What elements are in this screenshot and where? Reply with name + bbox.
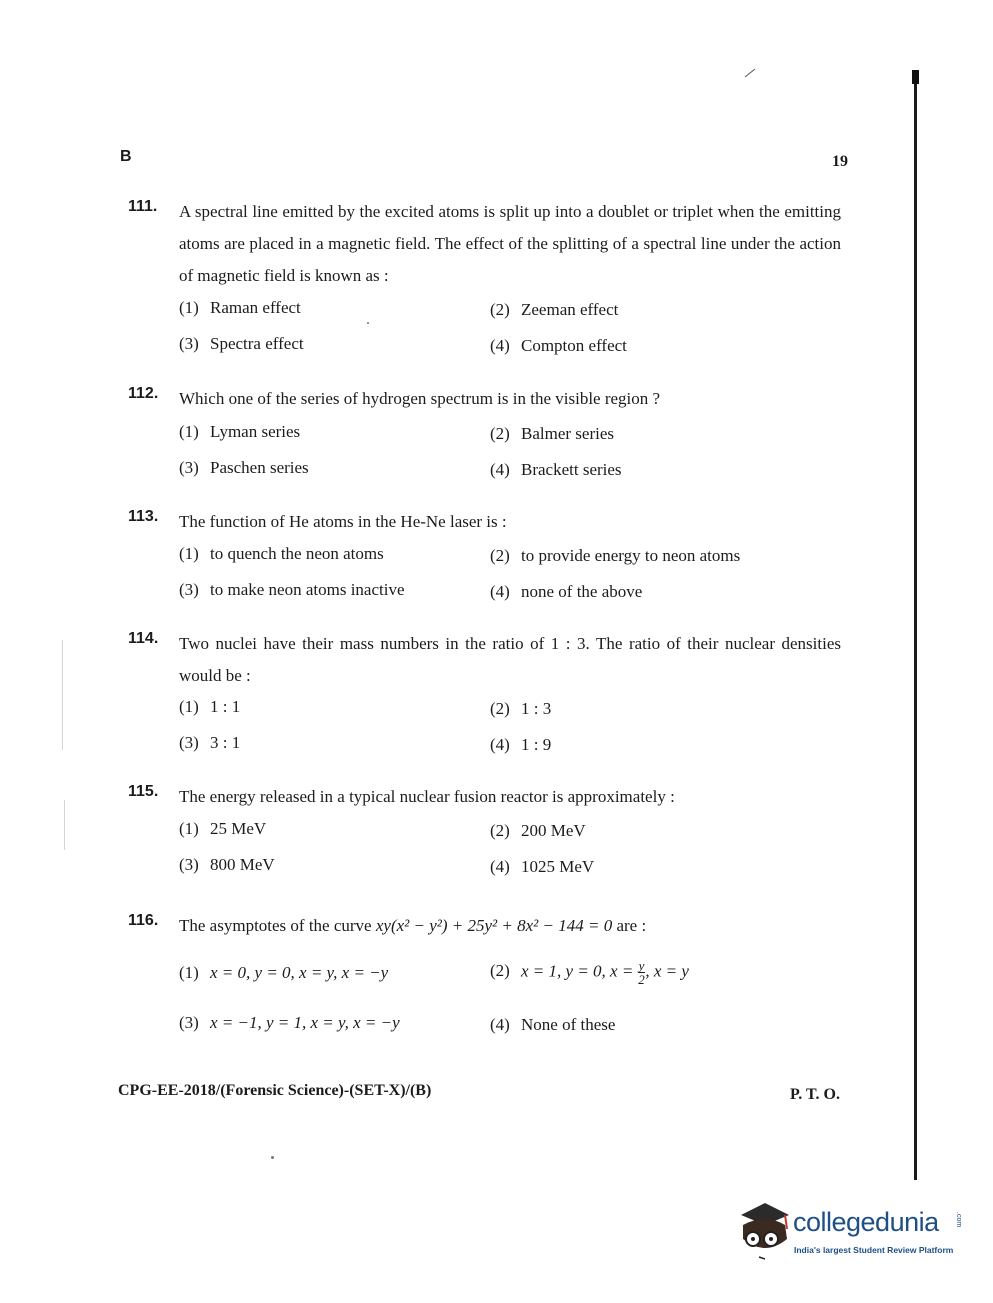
option-text: 1025 MeV: [521, 857, 595, 876]
fraction-denominator: 2: [638, 972, 645, 987]
question-number: 113.: [128, 508, 159, 525]
option-3: [179, 334, 304, 354]
question-text: [179, 910, 841, 942]
option-text: Compton effect: [521, 336, 627, 355]
option-text: Raman effect: [210, 298, 301, 317]
question-text: The energy released in a typical nuclear fusion reactor is approximately :: [179, 787, 675, 806]
brand-name: collegedunia: [793, 1207, 939, 1237]
option-1: [179, 544, 384, 564]
mascot-icon: [735, 1195, 795, 1265]
option-number: (2): [490, 546, 510, 565]
option-number: (4): [490, 735, 510, 754]
option-text: 1 : 1: [210, 697, 241, 716]
option-number: (4): [490, 582, 510, 601]
option-1: [179, 422, 300, 442]
question-text: A spectral line emitted by the excited atoms is split up into a doublet or triplet when the emitting atoms are placed in a magnetic field. The effect of the splitting of a spectral line under the action of magnetic field is known as :: [179, 202, 841, 285]
option-text: 800 MeV: [210, 855, 275, 874]
option-text: x = 0, y = 0, x = y, x = −y: [210, 963, 389, 982]
option-text: 1 : 3: [521, 699, 552, 718]
option-text: to provide energy to neon atoms: [521, 546, 741, 565]
page-number: 19: [832, 153, 848, 170]
set-letter: B: [120, 148, 132, 165]
collegedunia-logo: [735, 1195, 960, 1265]
option-text: to make neon atoms inactive: [210, 580, 405, 599]
option-text: none of the above: [521, 582, 643, 601]
question-text-after: are :: [616, 916, 647, 935]
scan-margin-mark: [64, 800, 65, 850]
option-text: 25 MeV: [210, 819, 267, 838]
option-text: Paschen series: [210, 458, 309, 477]
option-3: [179, 580, 405, 600]
option-number: (2): [490, 699, 510, 718]
option-number: (1): [179, 963, 199, 982]
option-2: [490, 424, 614, 444]
page-edge-mark: [912, 70, 919, 84]
curve-equation: xy(x² − y²) + 25y² + 8x² − 144 = 0: [375, 916, 613, 935]
brand-tagline: India's largest Student Review Platform: [794, 1245, 954, 1255]
paper-code: CPG-EE-2018/(Forensic Science)-(SET-X)/(B): [118, 1082, 432, 1099]
option-1: [179, 819, 266, 839]
option-text: None of these: [521, 1015, 616, 1034]
scan-speck: [367, 322, 369, 324]
scan-margin-mark: [62, 640, 63, 750]
option-text-tail: , x = y: [645, 961, 689, 981]
option-number: (3): [179, 733, 199, 752]
option-number: (1): [179, 819, 199, 838]
option-4: [490, 735, 551, 755]
option-number: (1): [179, 422, 199, 441]
option-text: Spectra effect: [210, 334, 304, 353]
option-number: (3): [179, 334, 199, 353]
option-3: [179, 733, 240, 753]
option-number: (4): [490, 1015, 510, 1034]
option-number: (3): [179, 1013, 199, 1032]
option-text: Zeeman effect: [521, 300, 619, 319]
option-number: (2): [490, 821, 510, 840]
option-number: (2): [490, 424, 510, 443]
option-4: [490, 1015, 615, 1035]
option-number: (1): [179, 544, 199, 563]
option-number: (2): [490, 961, 510, 981]
option-text: 1 : 9: [521, 735, 552, 754]
option-1: [179, 963, 388, 983]
scan-speck: [271, 1156, 274, 1159]
brand-dotcom: .com: [955, 1212, 962, 1228]
option-number: (4): [490, 460, 510, 479]
question-number: 116.: [128, 912, 159, 929]
option-number: (3): [179, 855, 199, 874]
option-number: (1): [179, 298, 199, 317]
option-text: to quench the neon atoms: [210, 544, 384, 563]
option-1: [179, 697, 240, 717]
option-4: [490, 857, 594, 877]
option-3: [179, 458, 309, 478]
question-text: Which one of the series of hydrogen spectrum is in the visible region ?: [179, 389, 661, 408]
option-text: Lyman series: [210, 422, 301, 441]
question-text: Two nuclei have their mass numbers in the ratio of 1 : 3. The ratio of their nuclear densities would be :: [179, 634, 841, 685]
option-4: [490, 460, 622, 480]
option-3: [179, 1013, 400, 1033]
question-number: 112.: [128, 385, 159, 402]
option-2: [490, 821, 586, 841]
option-number: (3): [179, 458, 199, 477]
pto-label: P. T. O.: [790, 1086, 840, 1103]
option-2: [490, 546, 740, 566]
question-number: 114.: [128, 630, 159, 647]
pen-mark: [744, 68, 756, 78]
option-number: (2): [490, 300, 510, 319]
option-text: Brackett series: [521, 460, 622, 479]
option-2: [490, 300, 618, 320]
option-number: (4): [490, 336, 510, 355]
option-1: [179, 298, 301, 318]
question-number: 115.: [128, 783, 159, 800]
option-text: 3 : 1: [210, 733, 241, 752]
option-2: [490, 959, 689, 986]
option-text: x = 1, y = 0, x =: [521, 961, 634, 981]
option-text: Balmer series: [521, 424, 614, 443]
option-number: (4): [490, 857, 510, 876]
option-text: 200 MeV: [521, 821, 586, 840]
option-4: [490, 582, 642, 602]
option-3: [179, 855, 275, 875]
page-edge-rule: [914, 70, 917, 1180]
option-text: x = −1, y = 1, x = y, x = −y: [210, 1013, 400, 1032]
option-number: (1): [179, 697, 199, 716]
question-number: 111.: [128, 198, 158, 215]
fraction-numerator: y: [638, 958, 645, 973]
option-2: [490, 699, 551, 719]
option-4: [490, 336, 627, 356]
question-text: The function of He atoms in the He-Ne laser is :: [179, 512, 507, 531]
option-number: (3): [179, 580, 199, 599]
question-text-before: The asymptotes of the curve: [179, 916, 372, 935]
